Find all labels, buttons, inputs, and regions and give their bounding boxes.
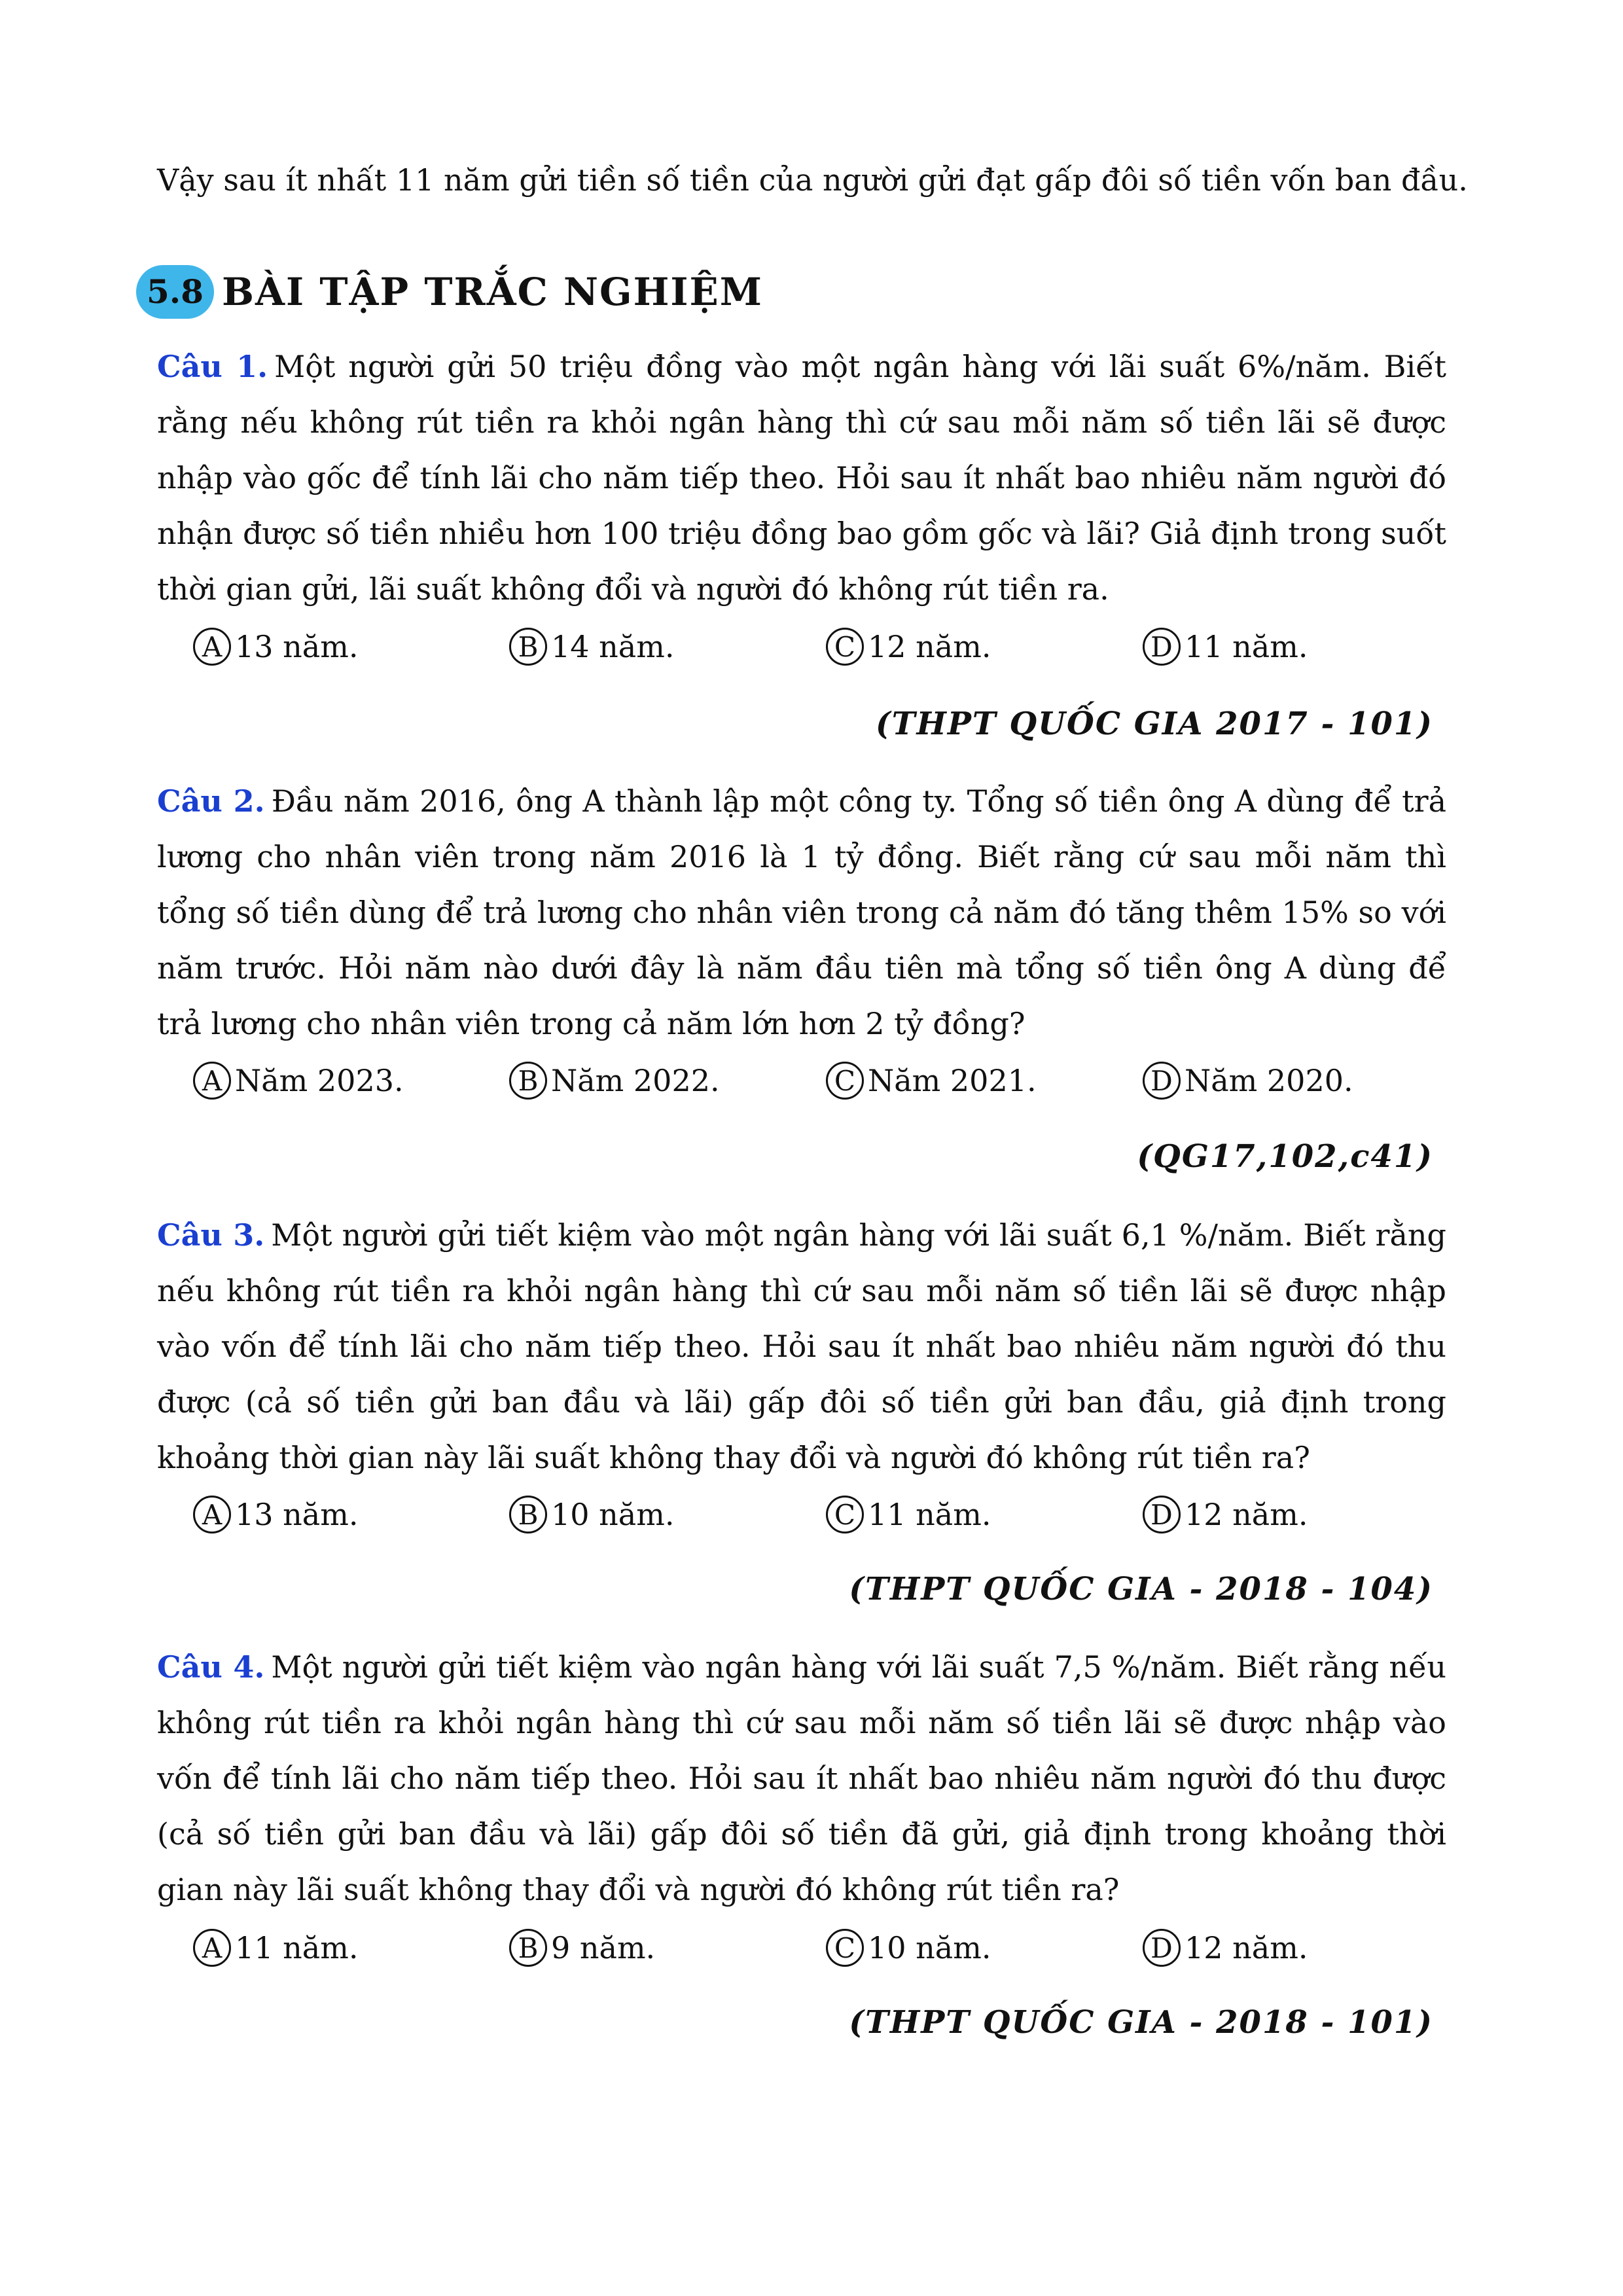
- question-3: [157, 1208, 1446, 1486]
- option-text: 13 năm.: [235, 1497, 359, 1532]
- option-text: Năm 2021.: [868, 1063, 1037, 1098]
- option-text: 12 năm.: [1185, 1497, 1308, 1532]
- option-letter: A: [193, 1062, 231, 1100]
- option-letter: C: [826, 1496, 864, 1534]
- question-2-source: (QG17,102,c41): [1137, 1138, 1433, 1175]
- option-d[interactable]: [1143, 1920, 1308, 1976]
- question-text: Một người gửi 50 triệu đồng vào một ngân hàng với lãi suất 6%/năm. Biết rằng nếu không rút tiền ra khỏi ngân hàng thì cứ sau mỗi năm số tiền lãi sẽ được nhập vào gốc để tính lãi cho năm tiếp theo. Hỏi sau ít nhất bao nhiêu năm người đó nhận được số tiền nhiều hơn 100 triệu đồng bao gồm gốc và lãi? Giả định trong suốt thời gian gửi, lãi suất không đổi và người đó không rút tiền ra.: [157, 349, 1446, 607]
- option-letter: B: [509, 1929, 547, 1967]
- option-letter: B: [509, 1062, 547, 1100]
- option-text: 11 năm.: [1185, 629, 1308, 664]
- option-letter: B: [509, 628, 547, 666]
- question-label: Câu 1.: [157, 349, 268, 384]
- option-letter: C: [826, 628, 864, 666]
- option-a[interactable]: [193, 619, 358, 675]
- question-1-source: (THPT QUỐC GIA 2017 - 101): [876, 706, 1433, 742]
- option-d[interactable]: [1143, 1052, 1353, 1109]
- option-text: 11 năm.: [868, 1497, 991, 1532]
- option-c[interactable]: [826, 1486, 991, 1543]
- option-b[interactable]: [509, 1486, 674, 1543]
- option-letter: C: [826, 1062, 864, 1100]
- option-text: Năm 2023.: [235, 1063, 404, 1098]
- question-text: Một người gửi tiết kiệm vào ngân hàng với lãi suất 7,5 %/năm. Biết rằng nếu không rút tiền ra khỏi ngân hàng thì cứ sau mỗi năm số tiền lãi sẽ được nhập vào vốn để tính lãi cho năm tiếp theo. Hỏi sau ít nhất bao nhiêu năm người đó thu được (cả số tiền gửi ban đầu và lãi) gấp đôi số tiền đã gửi, giả định trong khoảng thời gian này lãi suất không thay đổi và người đó không rút tiền ra?: [157, 1649, 1446, 1907]
- option-a[interactable]: [193, 1486, 358, 1543]
- option-text: 9 năm.: [551, 1930, 656, 1965]
- question-text: Đầu năm 2016, ông A thành lập một công ty. Tổng số tiền ông A dùng để trả lương cho nhân viên trong năm 2016 là 1 tỷ đồng. Biết rằng cứ sau mỗi năm thì tổng số tiền dùng để trả lương cho nhân viên trong cả năm đó tăng thêm 15% so với năm trước. Hỏi năm nào dưới đây là năm đầu tiên mà tổng số tiền ông A dùng để trả lương cho nhân viên trong cả năm lớn hơn 2 tỷ đồng?: [157, 783, 1446, 1041]
- question-4-options: [157, 1920, 1446, 1976]
- option-d[interactable]: [1143, 1486, 1308, 1543]
- section-title: BÀI TẬP TRẮC NGHIỆM: [222, 270, 763, 314]
- section-number: 5.8: [136, 265, 214, 319]
- option-c[interactable]: [826, 1920, 991, 1976]
- option-letter: D: [1143, 628, 1181, 666]
- option-letter: D: [1143, 1496, 1181, 1534]
- question-label: Câu 4.: [157, 1649, 265, 1685]
- option-a[interactable]: [193, 1052, 404, 1109]
- option-letter: A: [193, 628, 231, 666]
- option-b[interactable]: [509, 1052, 720, 1109]
- question-3-options: [157, 1486, 1446, 1543]
- option-letter: D: [1143, 1062, 1181, 1100]
- question-label: Câu 2.: [157, 783, 265, 819]
- option-text: 13 năm.: [235, 629, 359, 664]
- option-text: Năm 2020.: [1185, 1063, 1353, 1098]
- option-letter: A: [193, 1929, 231, 1967]
- question-4-source: (THPT QUỐC GIA - 2018 - 101): [849, 2004, 1433, 2041]
- option-text: 12 năm.: [1185, 1930, 1308, 1965]
- option-a[interactable]: [193, 1920, 358, 1976]
- option-letter: A: [193, 1496, 231, 1534]
- option-text: Năm 2022.: [551, 1063, 720, 1098]
- option-text: 11 năm.: [235, 1930, 359, 1965]
- option-letter: D: [1143, 1929, 1181, 1967]
- question-label: Câu 3.: [157, 1217, 265, 1253]
- option-b[interactable]: [509, 619, 674, 675]
- option-c[interactable]: [826, 619, 991, 675]
- option-text: 10 năm.: [868, 1930, 991, 1965]
- option-text: 10 năm.: [551, 1497, 675, 1532]
- question-4: [157, 1640, 1446, 1918]
- section-heading: [136, 259, 763, 325]
- option-letter: C: [826, 1929, 864, 1967]
- option-letter: B: [509, 1496, 547, 1534]
- question-2-options: [157, 1052, 1446, 1109]
- question-1-options: [157, 619, 1446, 675]
- question-1: [157, 339, 1446, 617]
- question-3-source: (THPT QUỐC GIA - 2018 - 104): [849, 1571, 1433, 1607]
- intro-line: Vậy sau ít nhất 11 năm gửi tiền số tiền của người gửi đạt gấp đôi số tiền vốn ban đầu.: [157, 162, 1468, 198]
- option-text: 12 năm.: [868, 629, 991, 664]
- option-b[interactable]: [509, 1920, 655, 1976]
- question-2: [157, 774, 1446, 1052]
- option-c[interactable]: [826, 1052, 1037, 1109]
- option-text: 14 năm.: [551, 629, 675, 664]
- question-text: Một người gửi tiết kiệm vào một ngân hàng với lãi suất 6,1 %/năm. Biết rằng nếu không rút tiền ra khỏi ngân hàng thì cứ sau mỗi năm số tiền lãi sẽ được nhập vào vốn để tính lãi cho năm tiếp theo. Hỏi sau ít nhất bao nhiêu năm người đó thu được (cả số tiền gửi ban đầu và lãi) gấp đôi số tiền gửi ban đầu, giả định trong khoảng thời gian này lãi suất không thay đổi và người đó không rút tiền ra?: [157, 1217, 1447, 1475]
- option-d[interactable]: [1143, 619, 1308, 675]
